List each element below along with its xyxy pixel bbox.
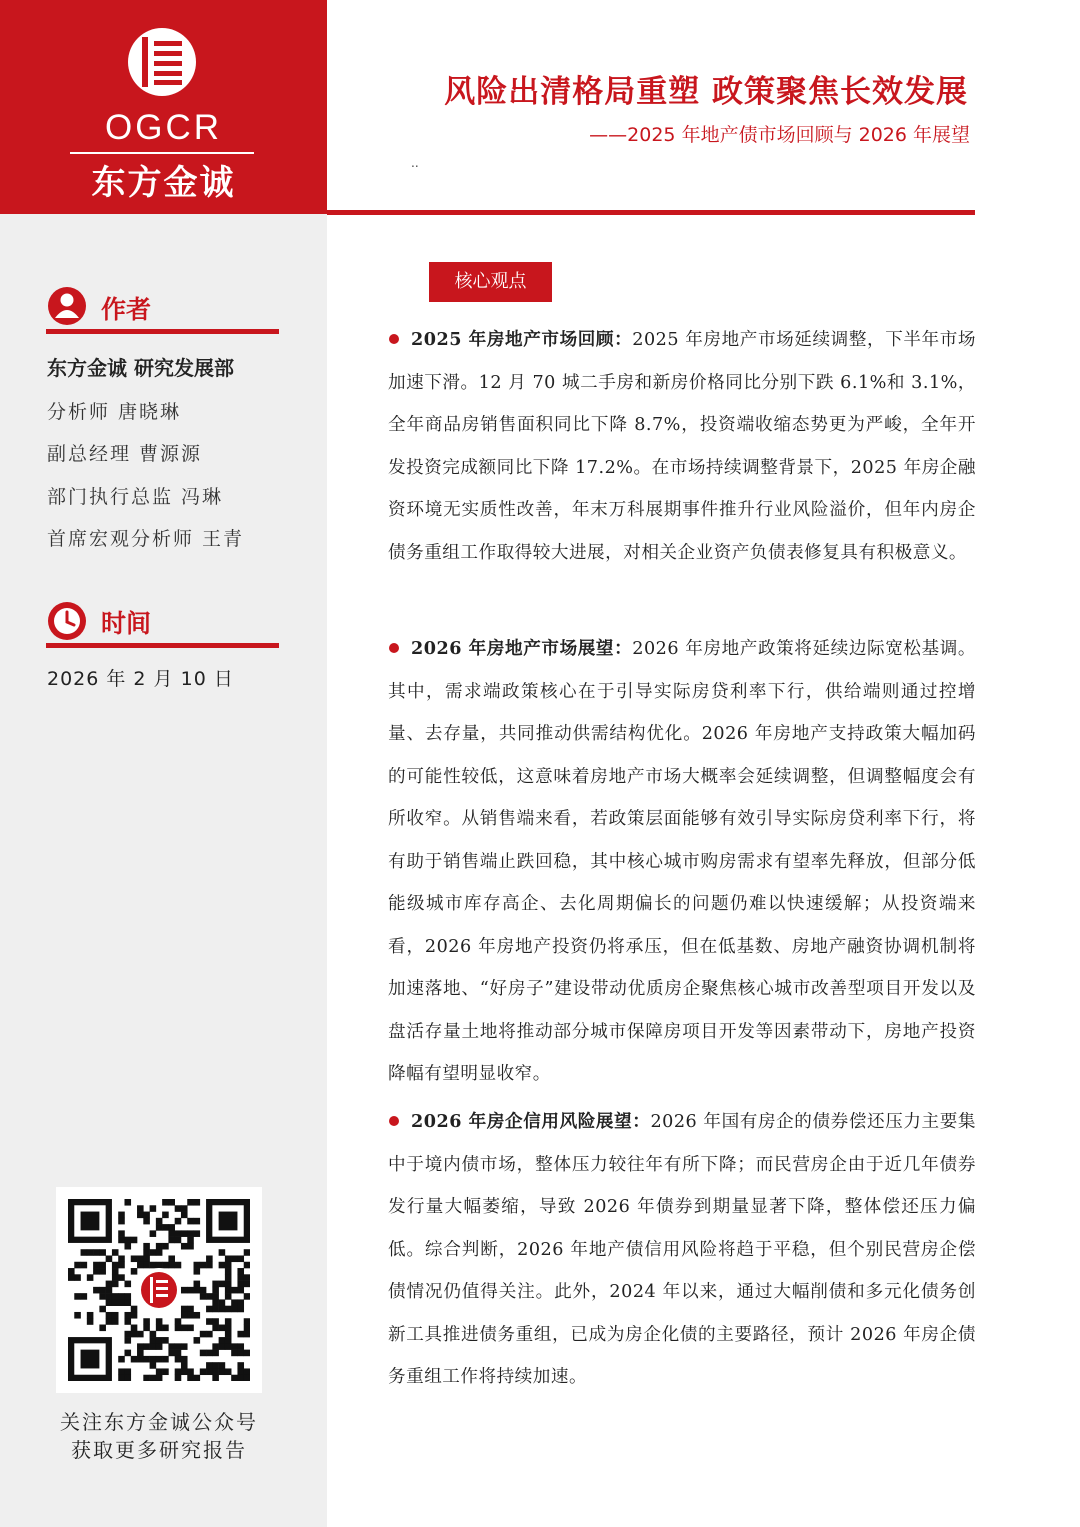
author-person: 部门执行总监 冯琳: [47, 486, 224, 508]
qr-code-icon: [68, 1199, 250, 1381]
ogcr-logo-icon: [124, 24, 200, 100]
bullet-icon: [389, 643, 399, 653]
header-dots: ..: [411, 156, 419, 170]
clock-icon: [47, 601, 87, 641]
qr-caption-line1: 关注东方金诚公众号: [60, 1410, 258, 1434]
author-section-rule: [46, 329, 279, 334]
key-point-lead: 2025 年房地产市场回顾：: [411, 329, 633, 350]
key-point-text: 2025 年房地产市场延续调整，下半年市场加速下滑。12 月 70 城二手房和新房价格同比分别下跌 6.1%和 3.1%，全年商品房销售面积同比下降 8.7%，投资端收缩态势更为严峻，全年开发投资完成额同比下降 17.2%。在市场持续调整背景下，2025 年房企融资环境无实质性改善，年末万科展期事件推升行业风险溢价，但年内房企债务重组工作取得较大进展，对相关企业资产负债表修复具有积极意义。: [388, 330, 976, 563]
brand-name-cn: 东方金诚: [91, 163, 236, 203]
author-person: 分析师 唐晓琳: [47, 401, 182, 423]
author-section-title: 作者: [101, 295, 152, 324]
key-point: [388, 1101, 976, 1399]
key-point-text: 2026 年国有房企的债券偿还压力主要集中于境内债市场，整体压力较往年有所下降；而民营房企由于近几年债券发行量大幅萎缩，导致 2026 年债券到期量显著下降，整体偿还压力偏低。综合判断，2026 年地产债信用风险将趋于平稳，但个别民营房企偿债情况仍值得关注。此外，2024 年以来，通过大幅削债和多元化债务创新工具推进债务重组，已成为房企化债的主要路径，预计 2026 年房企债务重组工作将持续加速。: [388, 1112, 977, 1387]
report-date: 2026 年 2 月 10 日: [47, 668, 234, 690]
key-point-lead: 2026 年房企信用风险展望：: [411, 1111, 651, 1132]
brand-logo-block: [0, 0, 327, 214]
key-point-lead: 2026 年房地产市场展望：: [411, 638, 633, 659]
key-point: [388, 319, 976, 574]
qr-caption-line2: 获取更多研究报告: [71, 1438, 247, 1462]
author-person: 首席宏观分析师 王青: [47, 528, 245, 550]
bullet-icon: [389, 1116, 399, 1126]
report-subtitle: ——2025 年地产债市场回顾与 2026 年展望: [589, 124, 970, 146]
time-section-title: 时间: [101, 609, 152, 638]
qr-code[interactable]: [56, 1187, 262, 1393]
brand-divider: [70, 152, 254, 154]
key-point-text: 2026 年房地产政策将延续边际宽松基调。其中，需求端政策核心在于引导实际房贷利率下行，供给端则通过控增量、去存量，共同推动供需结构优化。2026 年房地产支持政策大幅加码的可能性较低，这意味着房地产市场大概率会延续调整，但调整幅度会有所收窄。从销售端来看，若政策层面能够有效引导实际房贷利率下行，将有助于销售端止跌回稳，其中核心城市购房需求有望率先释放，但部分低能级城市库存高企、去化周期偏长的问题仍难以快速缓解；从投资端来看，2026 年房地产投资仍将承压，但在低基数、房地产融资协调机制将加速落地、“好房子”建设带动优质房企聚焦核心城市改善型项目开发以及盘活存量土地将推动部分城市保障房项目开发等因素带动下，房地产投资降幅有望明显收窄。: [388, 639, 976, 1084]
bullet-icon: [389, 334, 399, 344]
core-views-badge: 核心观点: [429, 262, 552, 302]
brand-name-en: OGCR: [105, 108, 222, 147]
sidebar: [0, 0, 327, 1527]
time-section-rule: [46, 643, 279, 648]
report-title: 风险出清格局重塑 政策聚焦长效发展: [444, 74, 968, 110]
author-department: 东方金诚 研究发展部: [47, 356, 234, 380]
header-divider: [327, 210, 975, 215]
author-person: 副总经理 曹源源: [47, 443, 203, 465]
person-icon: [47, 286, 87, 326]
key-point: [388, 628, 976, 1096]
